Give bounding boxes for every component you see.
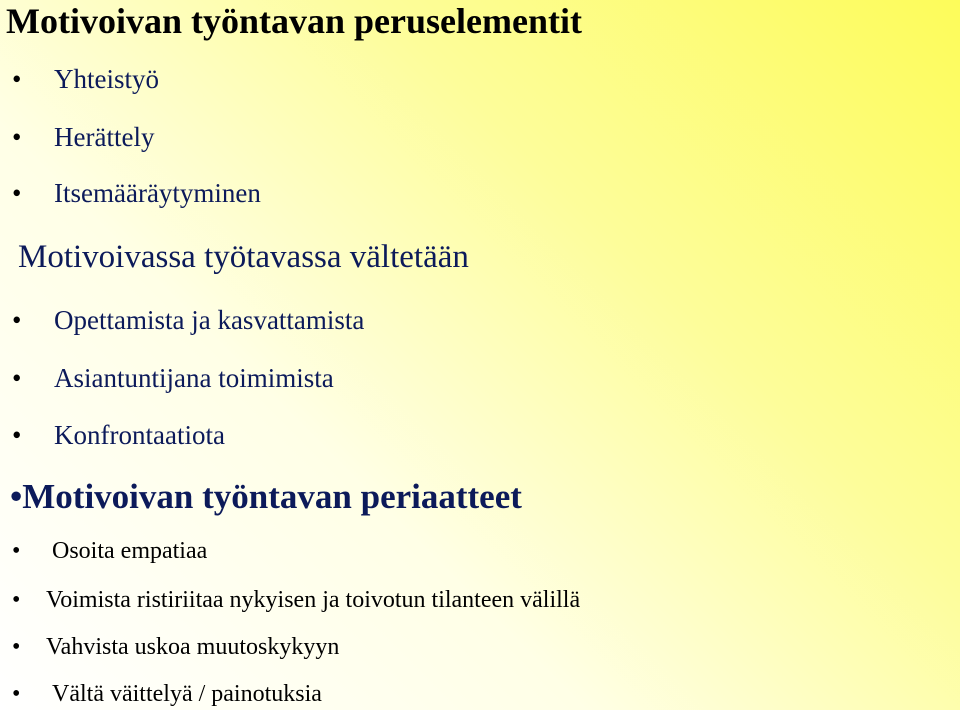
list-item [12, 634, 339, 661]
list-item [12, 178, 261, 209]
bullet: • [12, 420, 22, 450]
list-item [12, 587, 580, 614]
bullet: • [12, 64, 22, 94]
list-item [12, 538, 207, 565]
bullet: • [12, 363, 22, 393]
bullet: • [12, 634, 21, 660]
bullet: • [10, 477, 23, 516]
bullet: • [12, 587, 21, 613]
bullet: • [12, 178, 22, 208]
bullet: • [12, 538, 21, 564]
element-label: Itsemääräytyminen [54, 178, 261, 208]
avoid-label: Konfrontaatiota [54, 420, 225, 450]
list-item [12, 64, 159, 95]
bullet: • [12, 122, 22, 152]
principles-heading-label: Motivoivan työntavan periaatteet [22, 477, 522, 516]
principle-label: Voimista ristiriitaa nykyisen ja toivotun tilanteen välillä [46, 587, 581, 613]
list-item [12, 305, 364, 336]
list-item [12, 681, 322, 708]
bullet: • [12, 305, 22, 335]
principle-label: Vältä väittelyä / painotuksia [52, 681, 322, 707]
element-label: Yhteistyö [54, 64, 159, 94]
avoid-label: Opettamista ja kasvattamista [54, 305, 365, 335]
list-item [12, 363, 334, 394]
list-item [12, 122, 154, 153]
principle-label: Osoita empatiaa [52, 538, 208, 564]
principles-heading [10, 477, 522, 517]
slide-title: Motivoivan työntavan peruselementit [6, 1, 582, 41]
avoid-heading: Motivoivassa työtavassa vältetään [18, 239, 469, 275]
list-item [12, 420, 225, 451]
element-label: Herättely [54, 122, 155, 152]
bullet: • [12, 681, 21, 707]
principle-label: Vahvista uskoa muutoskykyyn [46, 634, 340, 660]
avoid-label: Asiantuntijana toimimista [54, 363, 334, 393]
